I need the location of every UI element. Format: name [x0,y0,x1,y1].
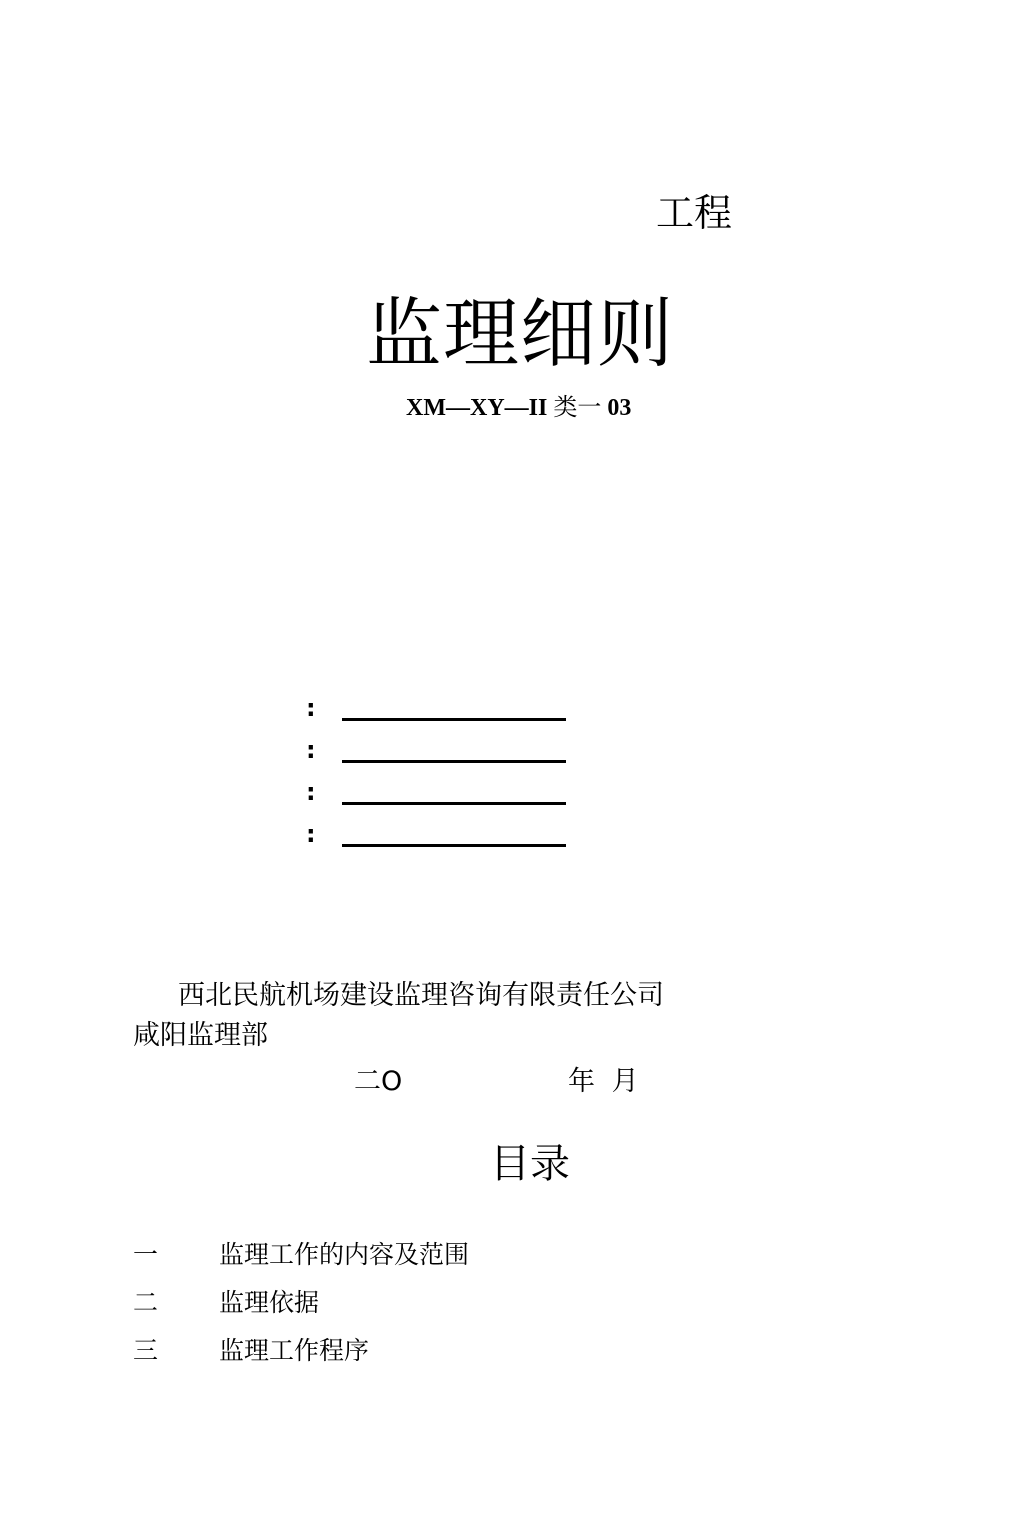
signature-field-2 [306,736,568,766]
toc-item-text: 监理依据 [219,1288,320,1317]
project-suffix: 工程 [656,191,733,235]
toc-item-text: 监理工作的内容及范围 [219,1240,470,1269]
date-prefix: 二O [354,1066,403,1097]
document-code [406,392,631,423]
toc-title: 目录 [490,1141,570,1187]
signature-field-1 [306,694,568,724]
signature-line [342,844,566,847]
signature-line [342,760,566,763]
code-class: 类一 [553,393,602,421]
company-name: 西北民航机场建设监理咨询有限责任公司 [178,980,664,1011]
signature-line [342,718,566,721]
signature-colon: : [306,694,316,722]
department-name: 咸阳监理部 [133,1020,268,1051]
toc-item-text: 监理工作程序 [219,1336,370,1365]
signature-field-4 [306,820,568,850]
toc-item-number: 三 [133,1336,159,1365]
code-prefix: XM—XY—II [406,395,548,421]
signature-colon: : [306,736,316,764]
signature-field-3 [306,778,568,808]
signature-colon: : [306,820,316,848]
toc-item-number: 一 [133,1240,159,1269]
signature-colon: : [306,778,316,806]
code-number: 03 [607,395,632,421]
document-title: 监理细则 [366,289,674,378]
signature-line [342,802,566,805]
date-year-month: 年 月 [568,1066,639,1097]
toc-item-number: 二 [133,1288,159,1317]
